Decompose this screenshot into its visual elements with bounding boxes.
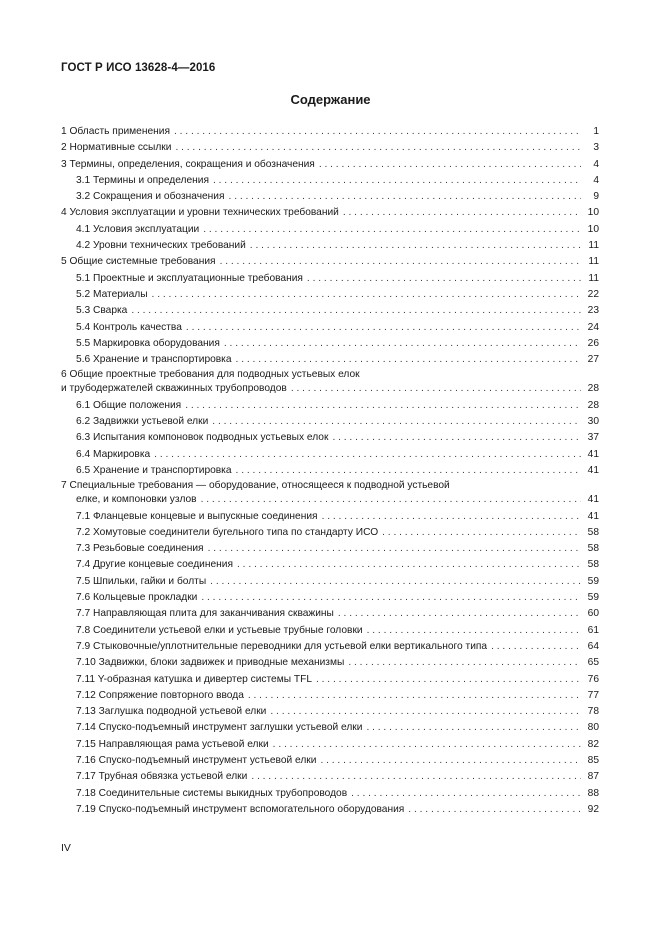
toc-entry[interactable]: [61, 398, 599, 414]
toc-entry-page: 1: [593, 126, 599, 137]
toc-leader-dots: [185, 398, 581, 414]
toc-entry-page: 37: [587, 432, 599, 444]
toc-entry[interactable]: [61, 352, 599, 368]
toc-entry[interactable]: [61, 737, 599, 753]
toc-leader-dots: [343, 205, 581, 221]
toc-entry-label: 6.2 Задвижки устьевой елки: [76, 416, 209, 428]
toc-entry-label: 7.11 Y-образная катушка и дивертер системы TFL: [76, 673, 312, 685]
toc-entry[interactable]: [61, 769, 599, 785]
toc-leader-dots: [220, 254, 581, 270]
toc-leader-dots: [319, 157, 581, 173]
toc-entry[interactable]: [61, 189, 599, 205]
toc-entry-page: 23: [587, 305, 599, 317]
toc-leader-dots: [316, 672, 581, 688]
toc-leader-dots: [351, 786, 581, 802]
toc-leader-dots: [224, 336, 581, 352]
toc-entry[interactable]: [61, 786, 599, 802]
toc-leader-dots: [174, 124, 581, 140]
toc-entry-label: 1 Область применения: [61, 126, 170, 137]
toc-entry-page: 65: [587, 657, 599, 669]
toc-entry-page: 76: [587, 673, 599, 685]
toc-entry[interactable]: [61, 124, 599, 140]
toc-entry-page: 59: [587, 592, 599, 604]
toc-entry-page: 9: [593, 191, 599, 203]
toc-entry-page: 11: [588, 272, 599, 284]
toc-entry-page: 28: [587, 383, 599, 395]
toc-entry-label: 7.14 Спуско-подъемный инструмент заглушки устьевой елки: [76, 722, 363, 734]
toc-entry[interactable]: [61, 720, 599, 736]
page-number: IV: [61, 842, 71, 854]
toc-entry[interactable]: [61, 492, 599, 508]
toc-entry-page: 4: [593, 158, 599, 170]
toc-leader-dots: [273, 737, 581, 753]
toc-leader-dots: [382, 525, 581, 541]
toc-entry-label: 5.1 Проектные и эксплуатационные требования: [76, 272, 303, 284]
toc-entry-page: 22: [587, 288, 599, 300]
toc-entry[interactable]: [61, 222, 599, 238]
toc-leader-dots: [213, 173, 581, 189]
toc-leader-dots: [307, 271, 581, 287]
toc-entry-label: елке, и компоновки узлов: [76, 494, 197, 506]
toc-entry-label: 4.2 Уровни технических требований: [76, 240, 246, 252]
toc-entry[interactable]: [61, 381, 599, 397]
toc-entry-page: 3: [593, 142, 599, 154]
toc-entry-label: 3 Термины, определения, сокращения и обозначения: [61, 158, 315, 170]
toc-entry[interactable]: [61, 655, 599, 671]
toc-entry-line: 7 Специальные требования — оборудование, относящееся к подводной устьевой: [61, 480, 450, 492]
toc-entry-label: 7.2 Хомутовые соединители бугельного типа по стандарту ИСО: [76, 526, 379, 538]
toc-entry-page: 41: [587, 448, 599, 460]
toc-leader-dots: [208, 541, 581, 557]
toc-leader-dots: [236, 463, 581, 479]
toc-entry[interactable]: [61, 336, 599, 352]
toc-entry-label: 7.5 Шпильки, гайки и болты: [76, 575, 207, 587]
toc-entry-label: 7.10 Задвижки, блоки задвижек и приводные механизмы: [76, 657, 345, 669]
toc-entry[interactable]: [61, 623, 599, 639]
toc-entry-label: 7.19 Спуско-подъемный инструмент вспомогательного оборудования: [76, 803, 405, 815]
toc-leader-dots: [201, 492, 581, 508]
toc-entry-page: 4: [593, 174, 599, 186]
document-header: ГОСТ Р ИСО 13628-4—2016: [61, 62, 216, 74]
toc-entry[interactable]: [61, 509, 599, 525]
toc-leader-dots: [210, 574, 581, 590]
toc-leader-dots: [332, 430, 581, 446]
toc-entry-page: 41: [587, 510, 599, 522]
toc-entry-label: и трубодержателей скважинных трубопроводов: [61, 383, 287, 395]
toc-entry-label: 7.6 Кольцевые прокладки: [76, 592, 198, 604]
page-title: Содержание: [290, 92, 371, 107]
toc-leader-dots: [229, 189, 581, 205]
toc-entry-page: 41: [587, 464, 599, 476]
toc-leader-dots: [212, 414, 581, 430]
toc-entry-label: 5.3 Сварка: [76, 305, 128, 317]
toc-entry-label: 7.13 Заглушка подводной устьевой елки: [76, 706, 267, 718]
toc-entry[interactable]: [61, 271, 599, 287]
toc-entry[interactable]: [61, 753, 599, 769]
toc-entry[interactable]: [61, 287, 599, 303]
toc-entry-label: 6.4 Маркировка: [76, 448, 151, 460]
toc-entry[interactable]: [61, 238, 599, 254]
toc-entry[interactable]: [61, 414, 599, 430]
toc-leader-dots: [203, 222, 581, 238]
toc-leader-dots: [237, 557, 581, 573]
toc-leader-dots: [291, 381, 581, 397]
toc-leader-dots: [338, 606, 581, 622]
toc-entry-label: 4.1 Условия эксплуатации: [76, 223, 200, 235]
toc-entry[interactable]: [61, 303, 599, 319]
toc-leader-dots: [201, 590, 581, 606]
toc-entry[interactable]: [61, 254, 599, 270]
toc-entry-label: 7.16 Спуско-подъемный инструмент устьевой елки: [76, 754, 317, 766]
toc-entry-label: 7.15 Направляющая рама устьевой елки: [76, 738, 269, 750]
toc-leader-dots: [348, 655, 581, 671]
toc-entry[interactable]: [61, 688, 599, 704]
toc-entry-page: 26: [587, 337, 599, 349]
toc-entry[interactable]: [61, 672, 599, 688]
toc-entry-page: 80: [587, 722, 599, 734]
toc-entry[interactable]: [61, 430, 599, 446]
toc-entry-page: 87: [587, 771, 599, 783]
toc-entry-page: 61: [587, 624, 599, 636]
toc-entry[interactable]: [61, 541, 599, 557]
table-of-contents: [61, 124, 599, 818]
toc-entry[interactable]: [61, 590, 599, 606]
toc-entry-page: 24: [587, 321, 599, 333]
toc-leader-dots: [408, 802, 581, 818]
toc-entry-page: 41: [587, 494, 599, 506]
toc-entry-label: 6.1 Общие положения: [76, 399, 182, 411]
toc-entry-label: 5 Общие системные требования: [61, 256, 216, 268]
toc-leader-dots: [491, 639, 581, 655]
toc-leader-dots: [320, 753, 581, 769]
toc-entry-label: 7.9 Стыковочные/уплотнительные переводники для устьевой елки вертикального типа: [76, 640, 488, 652]
toc-entry-page: 58: [587, 526, 599, 538]
toc-entry-page: 58: [587, 543, 599, 555]
toc-entry[interactable]: [61, 157, 599, 173]
toc-entry[interactable]: [61, 704, 599, 720]
toc-entry-page: 10: [587, 223, 599, 235]
toc-entry[interactable]: [61, 173, 599, 189]
toc-leader-dots: [152, 287, 581, 303]
toc-entry-page: 59: [587, 575, 599, 587]
toc-leader-dots: [322, 509, 581, 525]
toc-leader-dots: [236, 352, 581, 368]
toc-entry[interactable]: [61, 320, 599, 336]
toc-entry-label: 7.1 Фланцевые концевые и выпускные соединения: [76, 510, 318, 522]
toc-entry-label: 7.18 Соединительные системы выкидных трубопроводов: [76, 787, 348, 799]
toc-entry[interactable]: [61, 525, 599, 541]
toc-leader-dots: [251, 769, 581, 785]
toc-entry-page: 30: [587, 416, 599, 428]
toc-entry-page: 27: [587, 354, 599, 366]
toc-entry-line: 6 Общие проектные требования для подводных устьевых елок: [61, 369, 360, 381]
toc-entry[interactable]: [61, 639, 599, 655]
toc-leader-dots: [248, 688, 581, 704]
toc-entry-label: 6.3 Испытания компоновок подводных устьевых елок: [76, 432, 329, 444]
toc-leader-dots: [367, 623, 581, 639]
toc-leader-dots: [131, 303, 581, 319]
toc-entry-page: 60: [587, 608, 599, 620]
toc-leader-dots: [175, 140, 581, 156]
toc-entry[interactable]: [61, 574, 599, 590]
toc-entry-label: 5.5 Маркировка оборудования: [76, 337, 220, 349]
toc-leader-dots: [366, 720, 581, 736]
toc-entry-page: 85: [587, 754, 599, 766]
toc-entry-page: 64: [587, 640, 599, 652]
toc-entry-label: 3.2 Сокращения и обозначения: [76, 191, 225, 203]
toc-entry-label: 7.3 Резьбовые соединения: [76, 543, 204, 555]
toc-leader-dots: [250, 238, 581, 254]
toc-entry-page: 78: [587, 706, 599, 718]
toc-entry-label: 6.5 Хранение и транспортировка: [76, 464, 232, 476]
toc-entry-page: 92: [587, 803, 599, 815]
toc-entry-page: 82: [587, 738, 599, 750]
toc-entry-label: 7.17 Трубная обвязка устьевой елки: [76, 771, 248, 783]
toc-entry-label: 3.1 Термины и определения: [76, 174, 209, 186]
toc-entry-label: 7.4 Другие концевые соединения: [76, 559, 233, 571]
toc-entry[interactable]: [61, 802, 599, 818]
toc-entry[interactable]: [61, 140, 599, 156]
toc-entry-page: 10: [587, 207, 599, 219]
toc-entry-label: 7.7 Направляющая плита для заканчивания скважины: [76, 608, 334, 620]
toc-entry-label: 7.12 Сопряжение повторного ввода: [76, 689, 244, 701]
toc-entry-label: 5.2 Материалы: [76, 288, 148, 300]
toc-entry-page: 11: [588, 256, 599, 268]
toc-entry[interactable]: [61, 557, 599, 573]
toc-entry[interactable]: [61, 447, 599, 463]
toc-leader-dots: [270, 704, 581, 720]
toc-entry-label: 2 Нормативные ссылки: [61, 142, 172, 154]
toc-entry-page: 77: [587, 689, 599, 701]
toc-entry[interactable]: [61, 205, 599, 221]
toc-entry[interactable]: [61, 463, 599, 479]
toc-entry[interactable]: [61, 606, 599, 622]
toc-entry-label: 5.6 Хранение и транспортировка: [76, 354, 232, 366]
toc-leader-dots: [186, 320, 581, 336]
toc-entry-label: 7.8 Соединители устьевой елки и устьевые трубные головки: [76, 624, 363, 636]
toc-entry-label: 5.4 Контроль качества: [76, 321, 182, 333]
toc-entry-page: 11: [588, 240, 599, 252]
toc-leader-dots: [154, 447, 581, 463]
toc-entry-label: 4 Условия эксплуатации и уровни технических требований: [61, 207, 339, 219]
toc-entry-page: 88: [587, 787, 599, 799]
toc-entry-page: 28: [587, 399, 599, 411]
toc-entry-page: 58: [587, 559, 599, 571]
